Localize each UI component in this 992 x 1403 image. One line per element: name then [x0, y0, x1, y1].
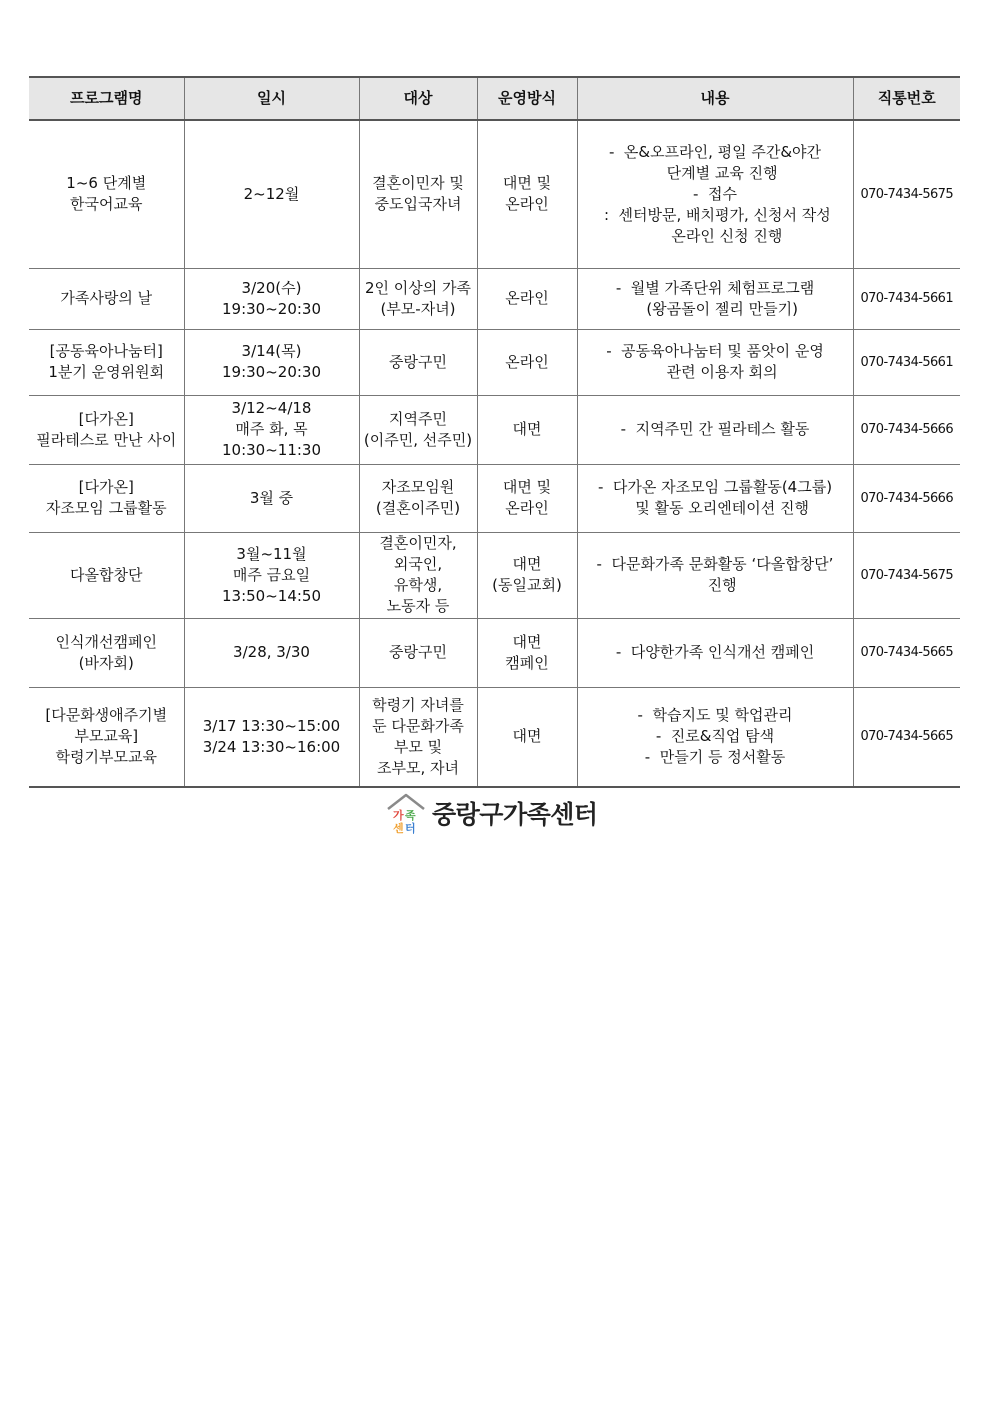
cell-text-line: - 다문화가족 문화활동 ‘다올합창단’	[596, 555, 834, 573]
cell-text-line: - 진로&직업 탐색	[655, 727, 775, 746]
cell-text-line: [다문화생애주기별	[45, 706, 168, 725]
cell-text-line: - 다가온 자조모임 그룹활동(4그룹)	[597, 478, 833, 496]
cell-text-line: - 온&오프라인, 평일 주간&야간	[608, 142, 822, 161]
table-row	[29, 268, 960, 329]
cell-text-line: 3/14(목)	[241, 342, 302, 360]
cell-text-line: 1~6 단계별	[66, 174, 147, 193]
cell-text-line: 온라인	[505, 195, 549, 214]
header-program: 프로그램명	[29, 77, 184, 120]
cell-text-line: 10:30~11:30	[221, 441, 322, 459]
cell-text-line: - 접수	[693, 184, 737, 203]
table-row	[29, 464, 960, 532]
table-row	[29, 395, 960, 464]
header-content: 내용	[577, 77, 853, 120]
content-cell	[577, 464, 853, 532]
svg-text:센: 센	[393, 822, 404, 835]
table-header-row	[29, 77, 960, 120]
program-cell	[29, 532, 184, 618]
target-cell	[359, 120, 477, 268]
target-cell	[359, 464, 477, 532]
cell-text-line: 3/12~4/18	[231, 399, 312, 417]
cell-text-line: 온라인	[505, 352, 549, 371]
cell-text-line: 3월~11월	[236, 544, 307, 563]
cell-text-line: 대면 및	[502, 478, 552, 496]
cell-text-line: 온라인	[505, 289, 549, 307]
cell-text-line: [공동육아나눔터]	[49, 342, 163, 360]
cell-text-line: 부모교육]	[74, 727, 139, 746]
cell-text-line: 대면	[512, 555, 542, 573]
cell-text-line: 대면	[512, 420, 542, 438]
datetime-cell	[184, 268, 359, 329]
method-cell	[477, 268, 577, 329]
cell-text-line: 진행	[693, 576, 737, 594]
table-row	[29, 329, 960, 395]
method-cell	[477, 464, 577, 532]
cell-text-line: 인식개선캠페인	[55, 632, 157, 651]
cell-text-line: 3/24 13:30~16:00	[202, 737, 341, 756]
center-logo	[384, 791, 598, 835]
cell-text-line: 중랑구민	[389, 352, 447, 371]
cell-text-line: 필라테스로 만난 사이	[36, 430, 177, 449]
target-cell	[359, 532, 477, 618]
cell-text-line: 및 활동 오리엔테이션 진행	[621, 499, 809, 517]
cell-text-line: 2~12월	[243, 184, 300, 203]
cell-text-line: 대면 및	[502, 174, 552, 193]
content-cell	[577, 532, 853, 618]
cell-text-line: 관련 이용자 회의	[652, 363, 778, 381]
cell-text-line: 13:50~14:50	[221, 586, 322, 605]
phone-cell: 070-7434-5661	[853, 329, 960, 395]
method-cell	[477, 120, 577, 268]
cell-text-line: - 지역주민 간 필라테스 활동	[620, 420, 810, 438]
target-cell	[359, 395, 477, 464]
svg-text:가: 가	[393, 809, 404, 822]
program-cell	[29, 464, 184, 532]
cell-text-line: 둔 다문화가족	[372, 716, 464, 735]
phone-cell: 070-7434-5661	[853, 268, 960, 329]
cell-text-line: - 다양한가족 인식개선 캠페인	[615, 643, 815, 661]
program-cell	[29, 395, 184, 464]
cell-text-line: 중랑구민	[389, 643, 447, 661]
table-row	[29, 618, 960, 687]
cell-text-line: [다가온]	[78, 409, 134, 428]
cell-text-line: 가족사랑의 날	[60, 289, 153, 307]
cell-text-line: - 학습지도 및 학업관리	[637, 706, 793, 725]
cell-text-line: 매주 화, 목	[235, 420, 308, 438]
target-cell	[359, 268, 477, 329]
program-cell	[29, 268, 184, 329]
cell-text-line: 외국인,	[393, 555, 443, 573]
cell-text-line: 한국어교육	[70, 195, 143, 214]
content-cell	[577, 120, 853, 268]
cell-text-line: 매주 금요일	[232, 565, 311, 584]
cell-text-line: 결혼이민자 및	[372, 174, 464, 193]
method-cell	[477, 329, 577, 395]
cell-text-line: 2인 이상의 가족	[364, 278, 472, 297]
method-cell	[477, 395, 577, 464]
cell-text-line: (바자회)	[78, 653, 134, 672]
content-cell	[577, 329, 853, 395]
header-phone: 직통번호	[853, 77, 960, 120]
datetime-cell	[184, 120, 359, 268]
cell-text-line: 부모 및	[393, 737, 443, 756]
content-cell	[577, 618, 853, 687]
header-method: 운영방식	[477, 77, 577, 120]
datetime-cell	[184, 395, 359, 464]
svg-text:족: 족	[405, 809, 416, 822]
cell-text-line: - 월별 가족단위 체험프로그램	[615, 278, 815, 297]
cell-text-line: - 만들기 등 정서활동	[644, 748, 786, 767]
cell-text-line: 조부모, 자녀	[377, 758, 459, 777]
cell-text-line: 3/28, 3/30	[233, 643, 310, 661]
target-cell	[359, 618, 477, 687]
family-center-logo-icon	[384, 791, 428, 835]
program-cell	[29, 618, 184, 687]
cell-text-line: 3/17 13:30~15:00	[202, 716, 341, 735]
cell-text-line: 지역주민	[389, 409, 447, 428]
target-cell	[359, 687, 477, 787]
program-cell	[29, 687, 184, 787]
cell-text-line: 결혼이민자,	[379, 534, 457, 552]
cell-text-line: 노동자 등	[386, 597, 450, 615]
datetime-cell	[184, 687, 359, 787]
phone-cell: 070-7434-5666	[853, 464, 960, 532]
cell-text-line: 유학생,	[393, 576, 443, 594]
program-schedule-table	[29, 76, 960, 788]
cell-text-line: (부모-자녀)	[380, 299, 456, 318]
cell-text-line: 캠페인	[505, 653, 549, 672]
cell-text-line: (동일교회)	[492, 576, 562, 594]
phone-cell: 070-7434-5665	[853, 618, 960, 687]
cell-text-line: 1분기 운영위원회	[48, 363, 165, 381]
content-cell	[577, 268, 853, 329]
table-row	[29, 687, 960, 787]
cell-text-line: 19:30~20:30	[221, 299, 322, 318]
table-row	[29, 120, 960, 268]
cell-text-line: (결혼이주민)	[375, 499, 461, 517]
phone-cell: 070-7434-5666	[853, 395, 960, 464]
phone-cell: 070-7434-5665	[853, 687, 960, 787]
cell-text-line: 3월 중	[249, 488, 294, 507]
datetime-cell	[184, 464, 359, 532]
method-cell	[477, 532, 577, 618]
cell-text-line: 자조모임원	[381, 478, 455, 496]
header-target: 대상	[359, 77, 477, 120]
cell-text-line: 중도입국자녀	[374, 195, 462, 214]
cell-text-line: 대면	[512, 727, 542, 746]
cell-text-line: (왕곰돌이 젤리 만들기)	[632, 299, 798, 318]
svg-text:터: 터	[405, 822, 416, 835]
cell-text-line: - 공동육아나눔터 및 품앗이 운영	[606, 342, 824, 360]
cell-text-line: 대면	[512, 632, 542, 651]
header-datetime: 일시	[184, 77, 359, 120]
table-body	[29, 120, 960, 787]
cell-text-line: (이주민, 선주민)	[363, 430, 473, 449]
datetime-cell	[184, 618, 359, 687]
cell-text-line: 학령기부모교육	[55, 748, 157, 767]
cell-text-line: 학령기 자녀를	[372, 695, 464, 714]
cell-text-line: 온라인 신청 진행	[647, 226, 783, 245]
center-name: 중랑구가족센터	[432, 800, 598, 829]
cell-text-line: 단계별 교육 진행	[652, 163, 778, 182]
content-cell	[577, 687, 853, 787]
method-cell	[477, 687, 577, 787]
cell-text-line: 다올합창단	[70, 565, 143, 584]
table-row	[29, 532, 960, 618]
phone-cell: 070-7434-5675	[853, 120, 960, 268]
cell-text-line: 3/20(수)	[241, 278, 302, 297]
cell-text-line: 온라인	[505, 499, 549, 517]
cell-text-line: 자조모임 그룹활동	[45, 499, 167, 517]
content-cell	[577, 395, 853, 464]
target-cell	[359, 329, 477, 395]
program-cell	[29, 329, 184, 395]
phone-cell: 070-7434-5675	[853, 532, 960, 618]
cell-text-line: [다가온]	[78, 478, 134, 496]
cell-text-line: : 센터방문, 배치평가, 신청서 작성	[599, 205, 831, 224]
cell-text-line: 19:30~20:30	[221, 363, 322, 381]
datetime-cell	[184, 532, 359, 618]
program-cell	[29, 120, 184, 268]
datetime-cell	[184, 329, 359, 395]
method-cell	[477, 618, 577, 687]
